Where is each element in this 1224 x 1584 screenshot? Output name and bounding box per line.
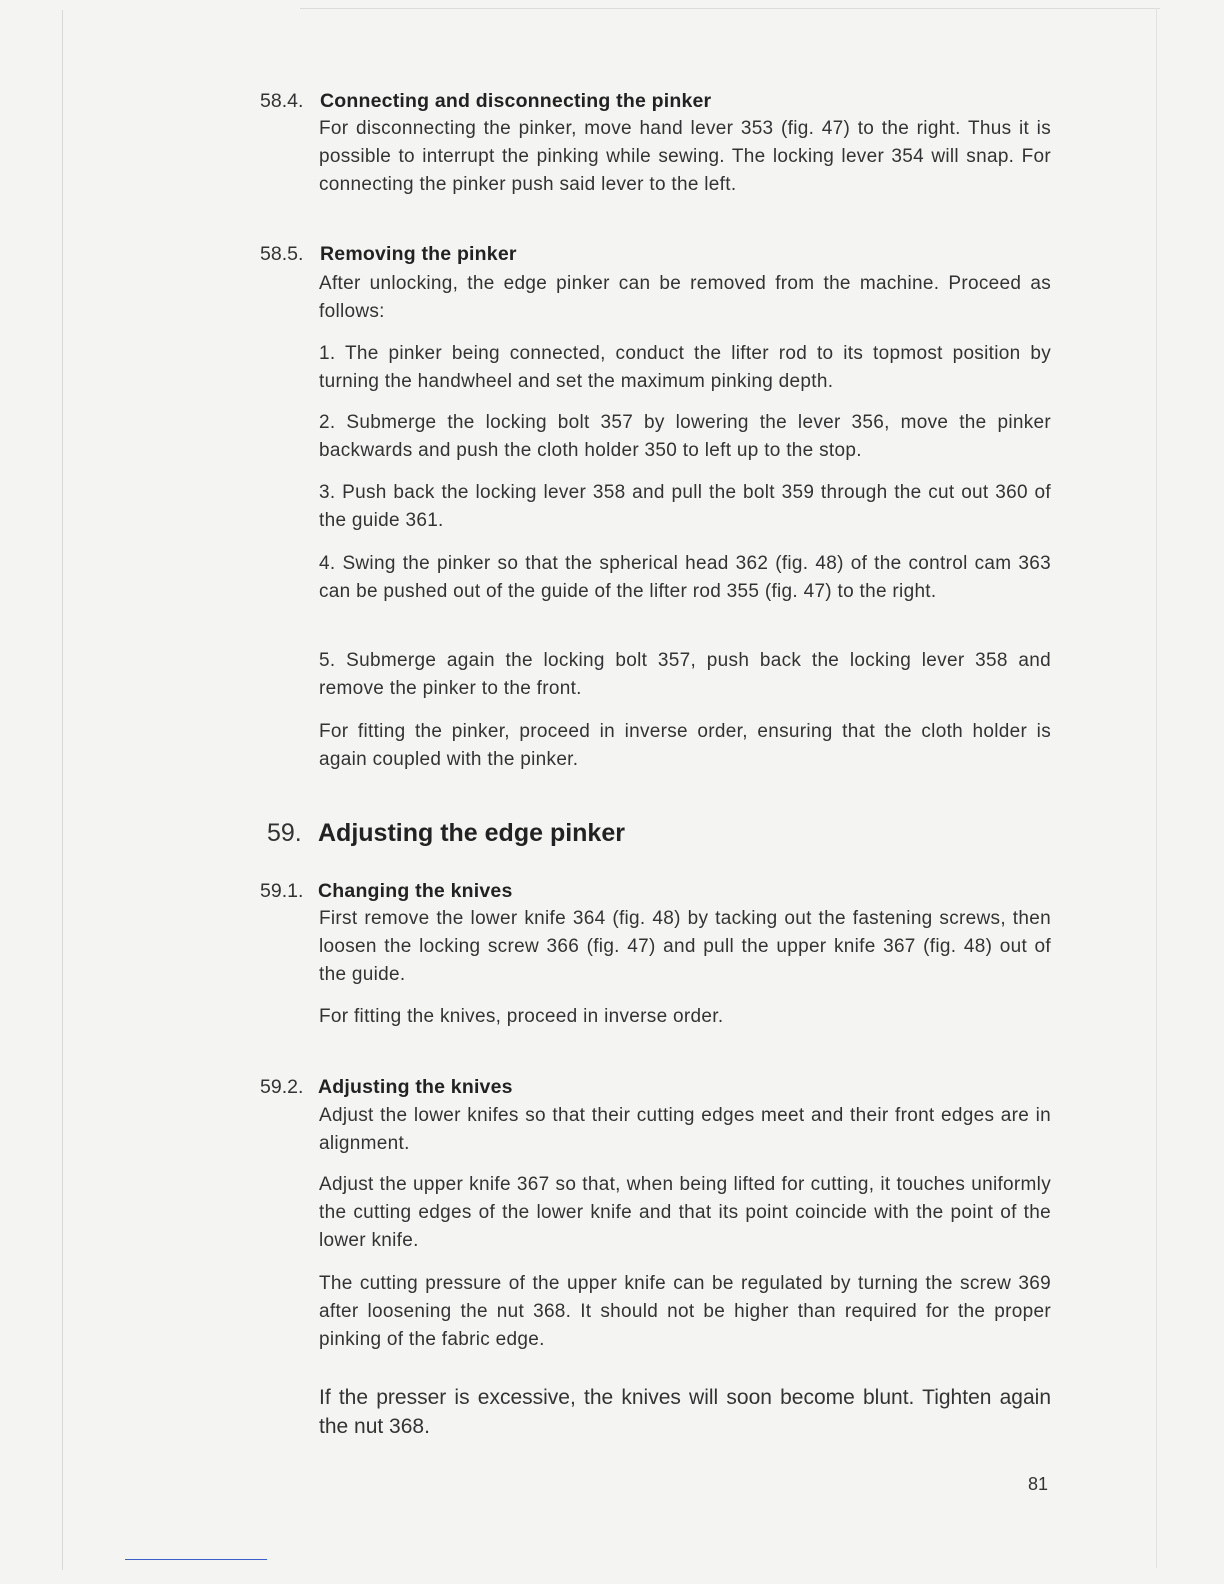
section-heading: Adjusting the knives (318, 1076, 513, 1098)
scan-edge-left (62, 10, 63, 1570)
scan-edge-top (300, 8, 1160, 9)
paragraph: For fitting the pinker, proceed in inverse order, ensuring that the cloth holder is again coupled with the pinker. (319, 721, 1051, 770)
step-item: 3. Push back the locking lever 358 and pull the bolt 359 through the cut out 360 of the guide 361. (319, 482, 1051, 531)
scan-edge-right (1156, 8, 1157, 1568)
paragraph: For fitting the knives, proceed in inverse order. (319, 1006, 724, 1027)
step-item: 5. Submerge again the locking bolt 357, push back the locking lever 358 and remove the pinker to the front. (319, 650, 1051, 699)
section-heading: Connecting and disconnecting the pinker (320, 90, 712, 112)
section-number: 58.4. (260, 90, 304, 112)
paragraph: After unlocking, the edge pinker can be removed from the machine. Proceed as follows: (319, 273, 1051, 322)
step-item: 4. Swing the pinker so that the spherical head 362 (fig. 48) of the control cam 363 can be pushed out of the guide of the lifter rod 355 (fig. 47) to the right. (319, 553, 1051, 602)
section-heading: Removing the pinker (320, 243, 517, 265)
paragraph: The cutting pressure of the upper knife can be regulated by turning the screw 369 after loosening the nut 368. It should not be higher than required for the proper pinking of the fabric edge. (319, 1273, 1051, 1350)
paragraph: Adjust the lower knifes so that their cutting edges meet and their front edges are in alignment. (319, 1105, 1051, 1154)
paragraph: Adjust the upper knife 367 so that, when being lifted for cutting, it touches uniformly the cutting edges of the lower knife and that its point coincide with the point of the lower knife. (319, 1174, 1051, 1251)
page-number: 81 (1028, 1474, 1049, 1494)
section-number: 58.5. (260, 243, 304, 265)
paragraph: For disconnecting the pinker, move hand lever 353 (fig. 47) to the right. Thus it is possible to interrupt the pinking while sewing. The locking lever 354 will snap. For connecting the pinker push said lever to the left. (319, 118, 1051, 195)
section-number: 59.1. (260, 880, 304, 902)
scan-artifact-line (125, 1559, 267, 1560)
step-item: 1. The pinker being connected, conduct the lifter rod to its topmost position by turning the handwheel and set the maximum pinking depth. (319, 343, 1051, 392)
chapter-number: 59. (267, 819, 302, 847)
step-item: 2. Submerge the locking bolt 357 by lowering the lever 356, move the pinker backwards and push the cloth holder 350 to left up to the stop. (319, 412, 1051, 461)
section-heading: Changing the knives (318, 880, 513, 902)
chapter-heading: Adjusting the edge pinker (318, 819, 625, 847)
paragraph: First remove the lower knife 364 (fig. 48) by tacking out the fastening screws, then loosen the locking screw 366 (fig. 47) and pull the upper knife 367 (fig. 48) out of the guide. (319, 908, 1051, 985)
section-number: 59.2. (260, 1076, 304, 1098)
paragraph: If the presser is excessive, the knives will soon become blunt. Tighten again the nut 368. (319, 1386, 1051, 1438)
